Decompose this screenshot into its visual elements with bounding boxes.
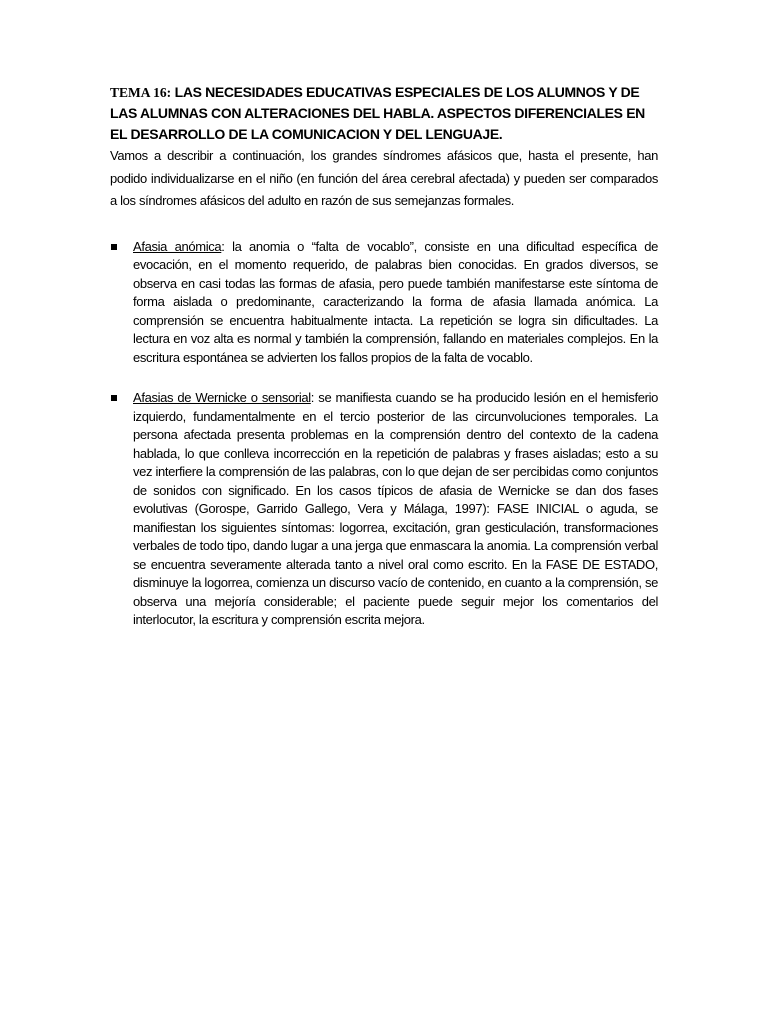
document-title [110,82,658,145]
square-bullet-icon [111,395,117,401]
description-afasia-anomica: : la anomia o “falta de vocablo”, consiste en una dificultad específica de evocación, en el momento requerido, de palabras bien conocidas. En grados diversos, se observa en casi todas las formas de afasia, pero puede también manifestarse este síntoma de forma aislada o predominante, caracterizando la forma de afasia llamada anómica. La comprensión se encuentra habitualmente intacta. La repetición se logra sin dificultades. La lectura en voz alta es normal y también la comprensión, fallando en materiales complejos. En la escritura espontánea se advierten los fallos propios de la falta de vocablo. [133,238,659,365]
title-text: LAS NECESIDADES EDUCATIVAS ESPECIALES DE LOS ALUMNOS Y DE LAS ALUMNAS CON ALTERACIONES DEL HABLA. ASPECTOS DIFERENCIALES EN EL DESARROLLO DE LA COMUNICACION Y DEL LENGUAJE. [110,84,645,142]
list-item-afasia-wernicke [110,389,658,630]
intro-paragraph: Vamos a describir a continuación, los grandes síndromes afásicos que, hasta el presente, han podido individualizarse en el niño (en función del área cerebral afectada) y pueden ser comparados a los síndromes afásicos del adulto en razón de sus semejanzas formales. [110,148,658,208]
description-afasia-wernicke: : se manifiesta cuando se ha producido lesión en el hemisferio izquierdo, fundamentalmente en el tercio posterior de las circunvoluciones temporales. La persona afectada presenta problemas en la comprensión dentro del contexto de la cadena hablada, lo que conlleva incorrección en la repetición de palabras y frases aisladas; esto a su vez interfiere la comprensión de las palabras, con lo que dejan de ser percibidas como conjuntos de sonidos con significado. En los casos típicos de afasia de Wernicke se dan dos fases evolutivas (Gorospe, Garrido Gallego, Vera y Málaga, 1997): FASE INICIAL o aguda, se manifiestan los siguientes síntomas: logorrea, excitación, gran gesticulación, transformaciones verbales de todo tipo, dando lugar a una jerga que enmascara la anomia. La comprensión verbal se encuentra severamente alterada tanto a nivel oral como escrito. En la FASE DE ESTADO, disminuye la logorrea, comienza un discurso vacío de contenido, en cuanto a la comprensión, se observa una mejoría considerable; el paciente puede seguir mejor los comentarios del interlocutor, la escritura y comprensión escrita mejora. [133,390,658,627]
document-page [110,82,658,652]
term-afasia-wernicke: Afasias de Wernicke o sensorial [133,390,311,405]
square-bullet-icon [111,244,117,250]
syndrome-list [110,238,658,630]
term-afasia-anomica: Afasia anómica [133,238,222,254]
list-item-afasia-anomica [110,238,658,368]
title-prefix: TEMA 16: [110,85,172,100]
